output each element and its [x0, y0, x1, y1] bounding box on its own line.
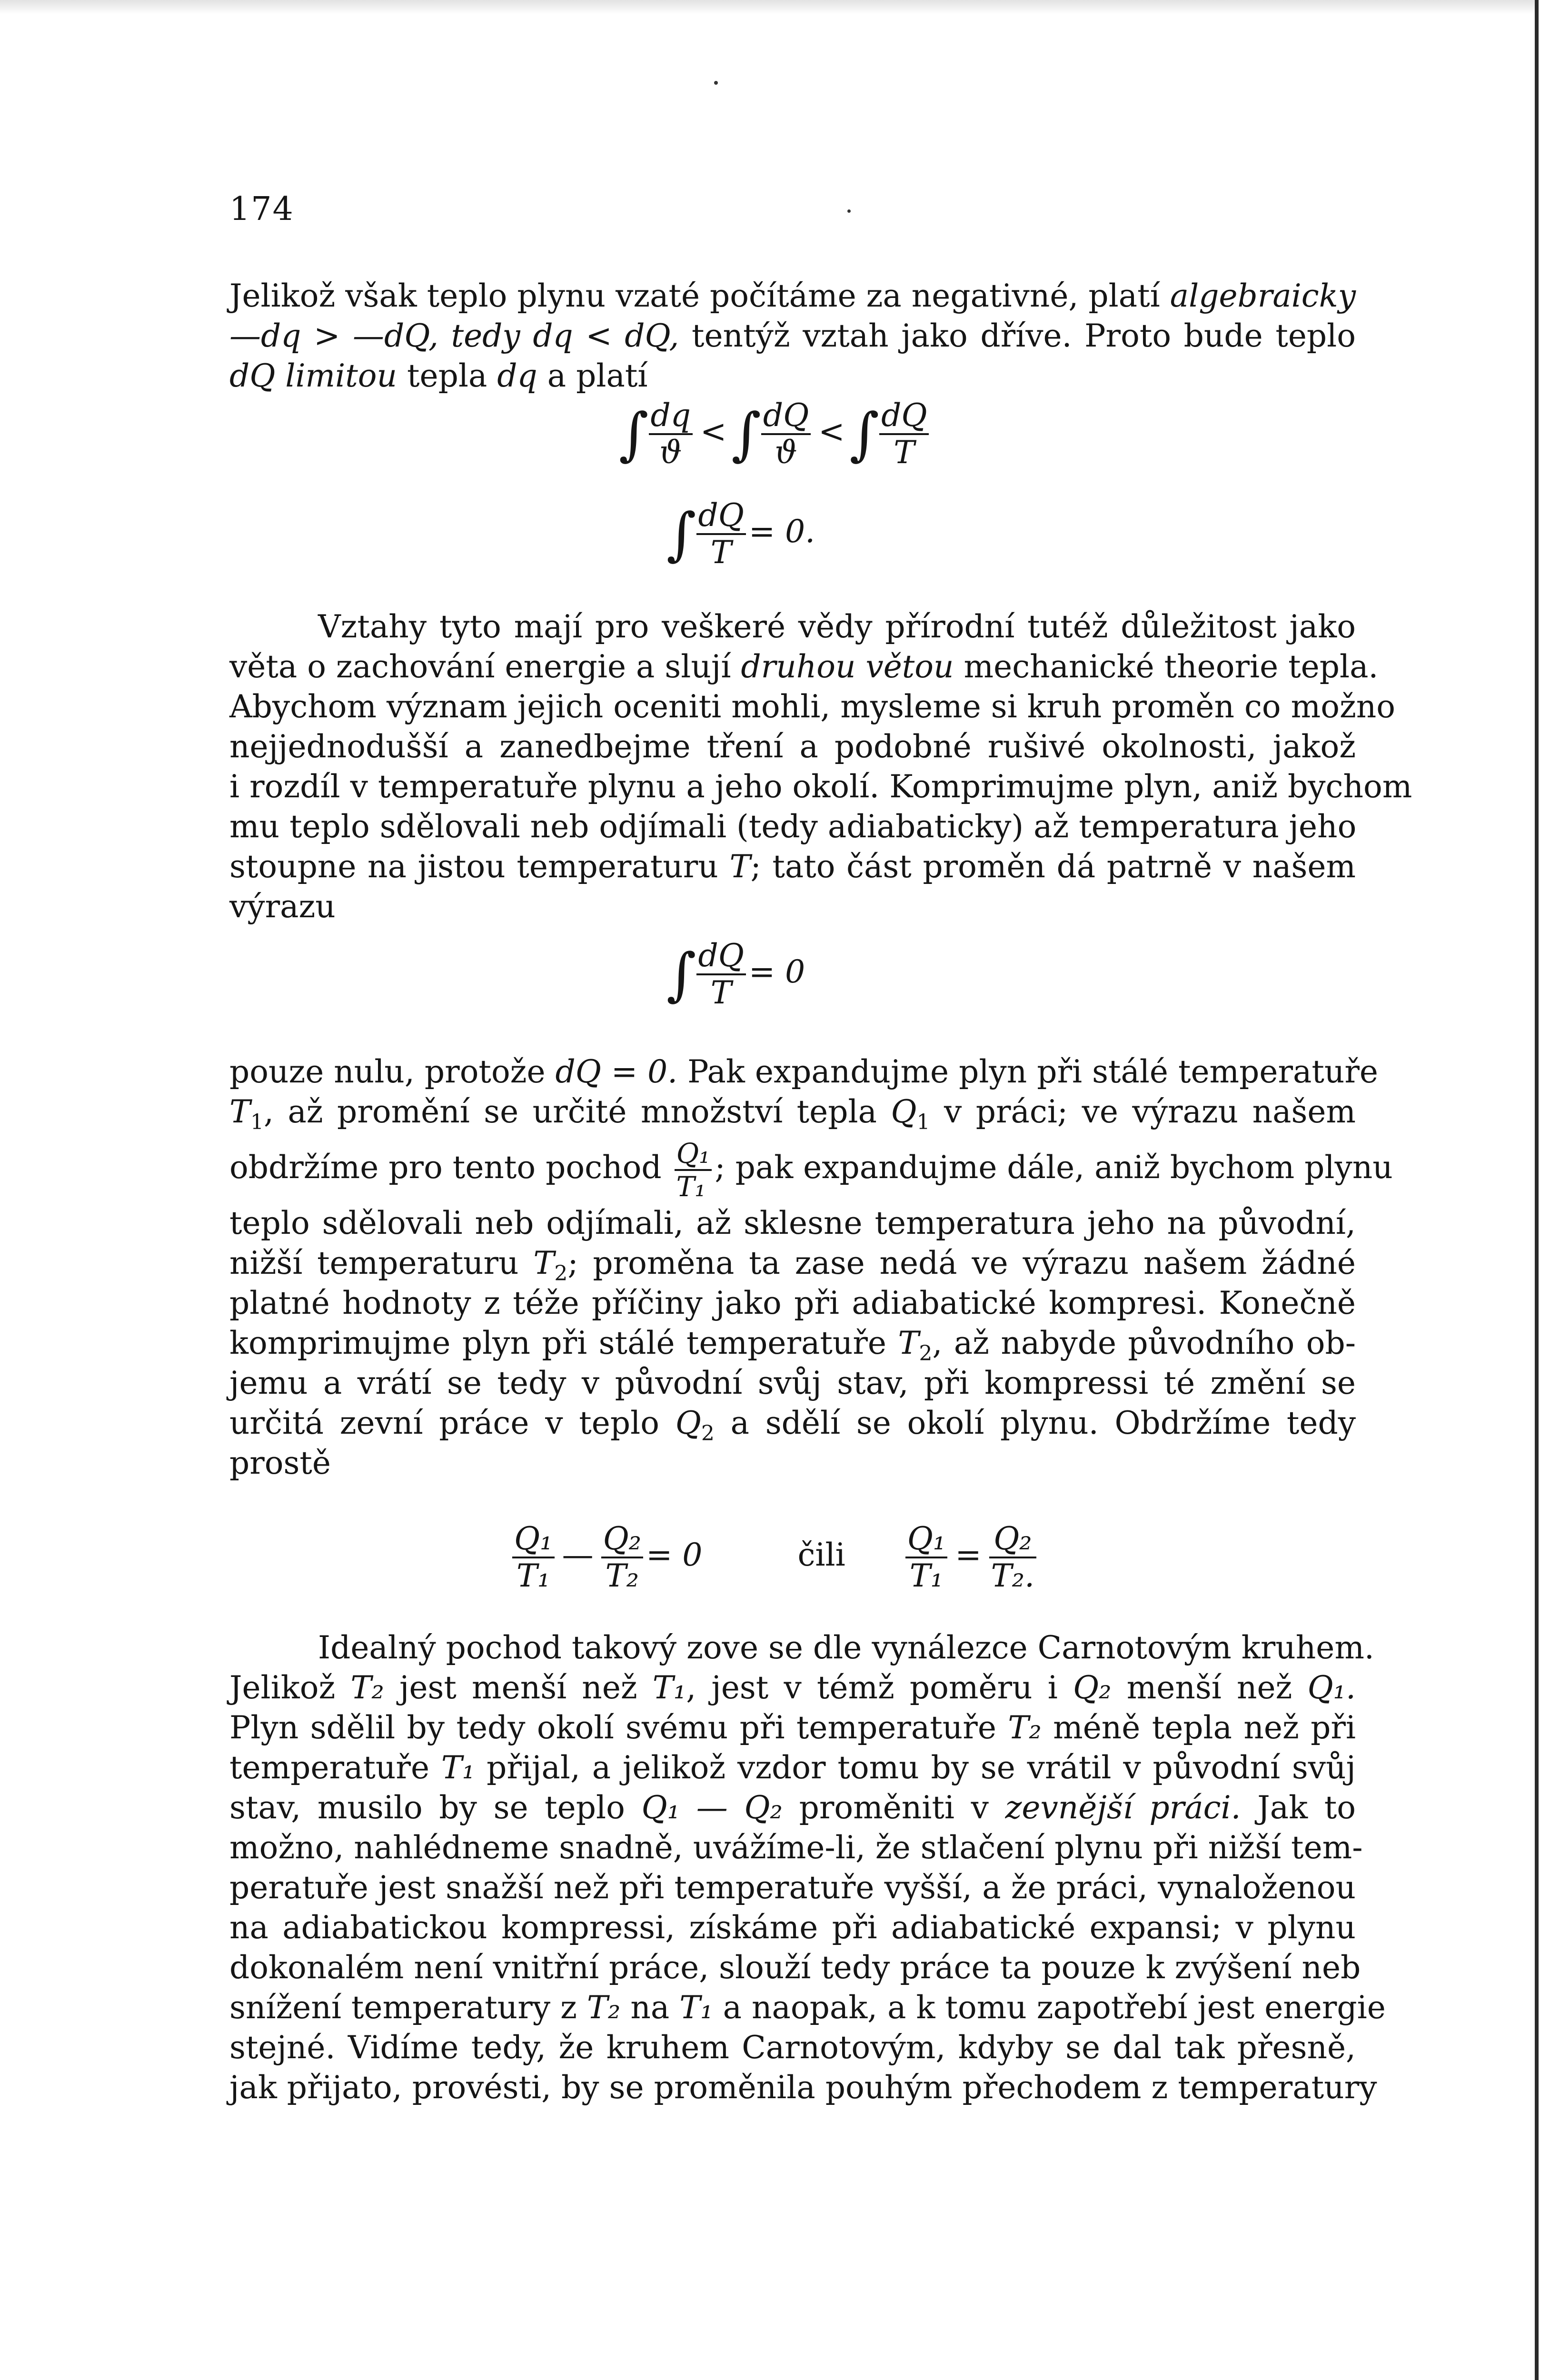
- equation-inequality: ∫ $\frac{dq}{ϑ}$ <∫ $\frac{dQ}{ϑ}$ <∫ $\frac{dQ}{T}$: [619, 400, 932, 468]
- text-line: Abychom význam jejich oceniti mohli, mysleme si kruh proměn co možno: [229, 688, 1395, 725]
- text-line: dokonalém není vnitřní práce, slouží tedy práce ta pouze k zvýšení neb: [229, 1949, 1361, 1986]
- text-line: stejné. Vidíme tedy, že kruhem Carnotovým, kdyby se dal tak přesně,: [229, 2029, 1356, 2066]
- text-line: Vztahy tyto mají pro veškeré vědy přírodní tutéž důležitost jako: [318, 608, 1356, 645]
- paragraph-4: [229, 1628, 1386, 2108]
- text-line: peratuře jest snažší než při temperatuře vyšší, a že práci, vynaloženou: [229, 1869, 1356, 1906]
- scan-speck: [714, 81, 718, 85]
- text-line: dQ limitou tepla dq a platí: [229, 357, 648, 394]
- text-line: Plyn sdělil by tedy okolí svému při temperatuře T₂ méně tepla než při: [229, 1709, 1356, 1746]
- text-line: Jelikož však teplo plynu vzaté počítáme za negativné, platí algebraicky: [229, 278, 1356, 314]
- text-line: i rozdíl v temperatuře plynu a jeho okolí. Komprimujme plyn, aniž bychom: [229, 768, 1412, 805]
- scan-speck: [847, 209, 851, 213]
- text-line: platné hodnoty z téže příčiny jako při adiabatické kompresi. Konečně: [229, 1285, 1356, 1321]
- text-line: jak přijato, provésti, by se proměnila pouhým přechodem z temperatury: [229, 2069, 1377, 2106]
- equation-integral-zero: ∫ $\frac{dQ}{T}$ = 0.: [666, 497, 815, 571]
- text-line: Idealný pochod takový zove se dle vynálezce Carnotovým kruhem.: [318, 1629, 1374, 1666]
- text-line: na adiabatickou kompressi, získáme při adiabatické expansi; v plynu: [229, 1909, 1356, 1946]
- text-line: $T_1$, až promění se určité množství tepla $Q_1$ v práci; ve výrazu našem: [229, 1093, 1356, 1134]
- text-line: výrazu: [229, 888, 336, 925]
- text-line: pouze nulu, protože dQ = 0. Pak expandujme plyn při stálé temperatuře: [229, 1053, 1378, 1090]
- scan-top-edge: [0, 0, 1535, 14]
- page-number: 174: [229, 190, 294, 228]
- text-line: možno, nahlédneme snadně, uvážíme-li, že stlačení plynu při nižší tem-: [229, 1829, 1363, 1866]
- paragraph-3: [229, 1052, 1393, 1483]
- text-line: —dq > —dQ, tedy dq < dQ, tentýž vztah jako dříve. Proto bude teplo: [229, 317, 1356, 354]
- equation-adiabatic: ∫ $\frac{dQ}{T}$ = 0: [666, 937, 805, 1011]
- paragraph-2: [229, 607, 1412, 927]
- text-line: temperatuře T₁ přijal, a jelikož vzdor tomu by se vrátil v původní svůj: [229, 1749, 1356, 1786]
- text-line: prostě: [229, 1445, 331, 1481]
- text-line: stoupne na jistou temperaturu T; tato část proměn dá patrně v našem: [229, 848, 1356, 885]
- text-line: věta o zachování energie a slují druhou větou mechanické theorie tepla.: [229, 648, 1379, 685]
- text-line: snížení temperatury z T₂ na T₁ a naopak, a k tomu zapotřebí jest energie: [229, 1989, 1386, 2026]
- equation-carnot-ratio: $\frac{\text{Q₁}}{\text{T₁}}$ — $\frac{\text{Q₂}}{\text{T₂}}$ = 0 čili $\frac{\text{Q₁}}{\text{T₁}}$ = $\frac{\text{Q₂}}{\text{T₂.}}$: [509, 1523, 1039, 1592]
- text-line: komprimujme plyn při stálé temperatuře $T_2$, až nabyde původního ob-: [229, 1325, 1356, 1366]
- text-line: nejjednodušší a zanedbejme tření a podobné rušivé okolnosti, jakož: [229, 728, 1356, 765]
- text-line: určitá zevní práce v teplo $Q_2$ a sdělí se okolí plynu. Obdržíme tedy: [229, 1405, 1356, 1446]
- text-line: teplo sdělovali neb odjímali, až sklesne temperatura jeho na původní,: [229, 1205, 1356, 1241]
- text-line: Jelikož T₂ jest menší než T₁, jest v témž poměru i Q₂ menší než Q₁.: [229, 1669, 1356, 1706]
- paragraph-1: [229, 276, 1356, 396]
- text-line: stav, musilo by se teplo Q₁ — Q₂ proměniti v zevnější práci. Jak to: [229, 1789, 1356, 1826]
- text-line: obdržíme pro tento pochod $\frac{\text{Q₁}}{\text{T₁}}$ ; pak expandujme dále, aniž bychom plynu: [229, 1137, 1393, 1203]
- text-line: jemu a vrátí se tedy v původní svůj stav, při kompressi té změní se: [229, 1365, 1356, 1401]
- scan-right-edge: [1535, 0, 1539, 2380]
- text-line: mu teplo sdělovali neb odjímali (tedy adiabaticky) až temperatura jeho: [229, 808, 1357, 845]
- text-line: nižší temperaturu $T_2$; proměna ta zase nedá ve výrazu našem žádné: [229, 1245, 1356, 1286]
